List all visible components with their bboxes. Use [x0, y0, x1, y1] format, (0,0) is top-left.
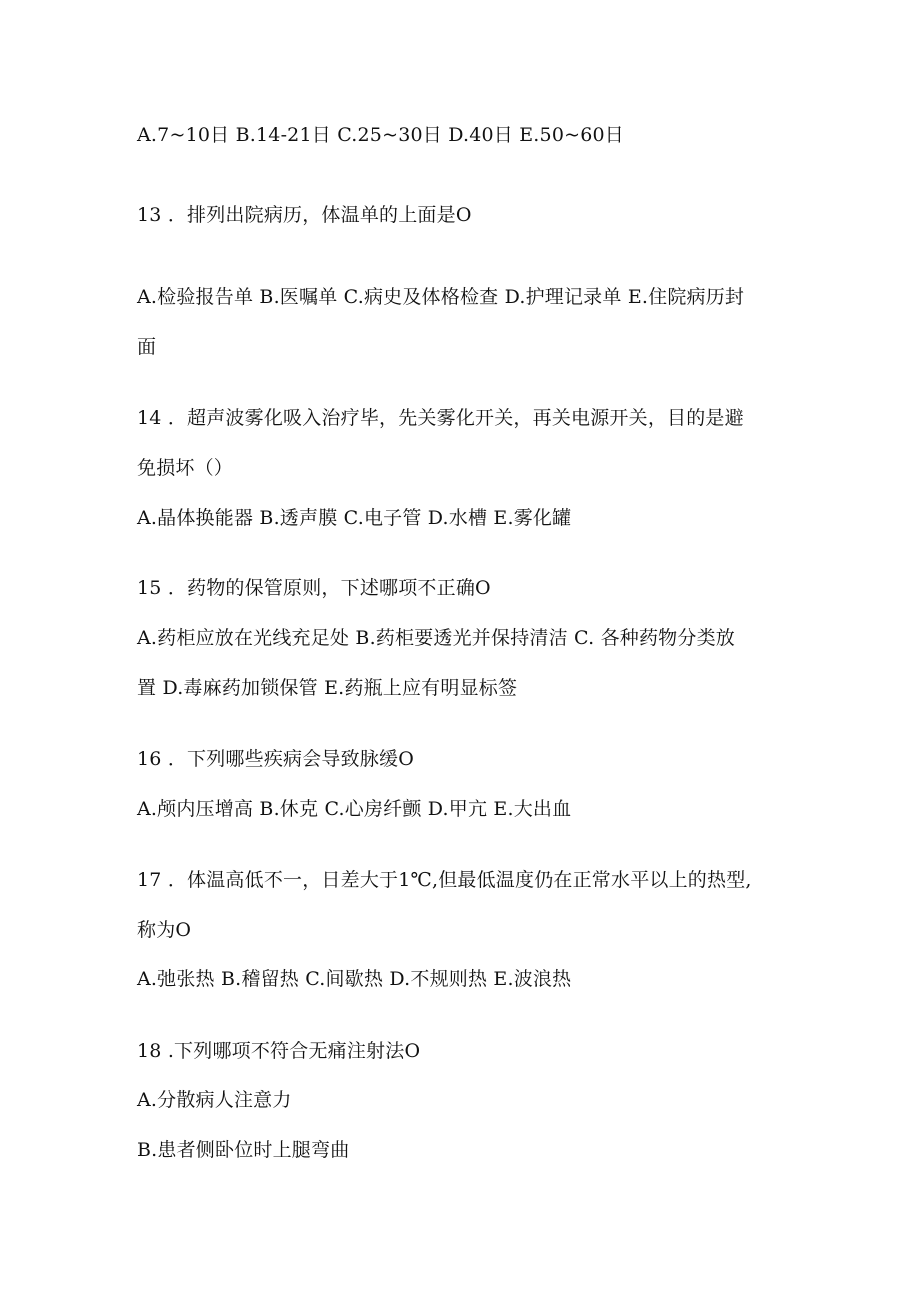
q12-options: A.7~10日 B.14-21日 C.25~30日 D.40日 E.50~60日 — [137, 124, 625, 146]
q13-question: 13 ．排列出院病历，体温单的上面是O — [137, 204, 472, 226]
q15-options-line2: 置 D.毒麻药加锁保管 E.药瓶上应有明显标签 — [137, 677, 518, 699]
q13-options-line1: A.检验报告单 B.医嘱单 C.病史及体格检查 D.护理记录单 E.住院病历封 — [137, 286, 745, 308]
q17-question-line2: 称为O — [137, 919, 192, 941]
q18-question: 18 .下列哪项不符合无痛注射法O — [137, 1040, 421, 1062]
q17-options: A.弛张热 B.稽留热 C.间歇热 D.不规则热 E.波浪热 — [137, 968, 572, 990]
q16-options: A.颅内压增高 B.休克 C.心房纤颤 D.甲亢 E.大出血 — [137, 798, 572, 820]
q18-option-b: B.患者侧卧位时上腿弯曲 — [137, 1139, 350, 1161]
q14-question-line2: 免损坏（） — [137, 457, 234, 479]
q16-question: 16 ．下列哪些疾病会导致脉缓O — [137, 748, 414, 770]
q17-question-line1: 17 ．体温高低不一，日差大于1℃,但最低温度仍在正常水平以上的热型, — [137, 869, 752, 891]
q14-question-line1: 14 ．超声波雾化吸入治疗毕，先关雾化开关，再关电源开关，目的是避 — [137, 407, 744, 429]
q18-option-a: A.分散病人注意力 — [137, 1089, 292, 1111]
q13-options-line2: 面 — [137, 336, 157, 358]
q15-question: 15 ．药物的保管原则，下述哪项不正确O — [137, 577, 491, 599]
q14-options: A.晶体换能器 B.透声膜 C.电子管 D.水槽 E.雾化罐 — [137, 507, 572, 529]
q15-options-line1: A.药柜应放在光线充足处 B.药柜要透光并保持清洁 C. 各种药物分类放 — [137, 627, 735, 649]
